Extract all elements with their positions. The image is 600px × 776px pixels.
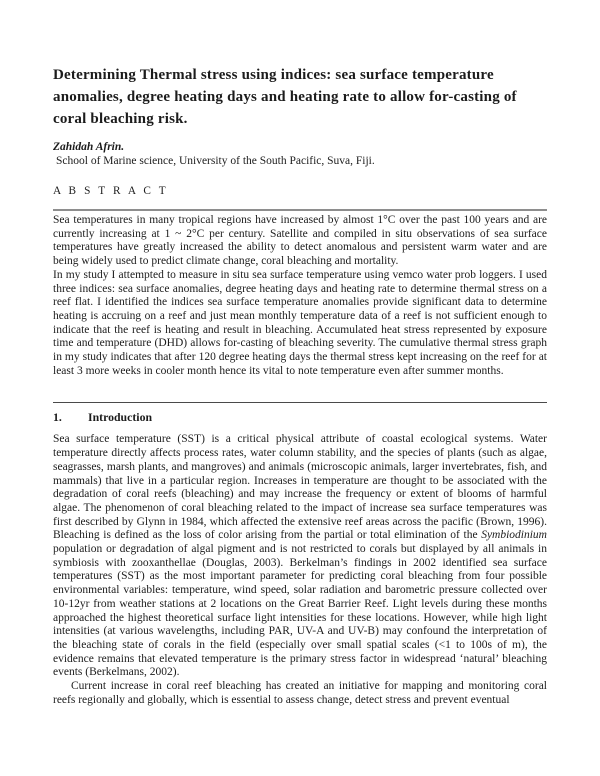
section-number: 1. (53, 410, 62, 425)
intro-p1-text-a: Sea surface temperature (SST) is a critical physical attribute of coastal ecological systems. Water temperature directly affects process rates, water column stability, and the species of plants (such as algae, seagrasses, marsh plants, and mangroves) and animals (microscopic animals, larger invertebrates, fish, and mammals) that live in a particular region. Increases in temperature are thought to be associated with the degradation of coral reefs (bleaching) and may increase the frequency or extent of blooms of harmful algae. The phenomenon of coral bleaching related to the impact of increase sea surface temperatures was first described by Glynn in 1984, which affected the extensive reef areas across the pacific (Brown, 1996). Bleaching is defined as the loss of color arising from the partial or total elimination of the (53, 433, 547, 542)
abstract-paragraph-1: Sea temperatures in many tropical regions have increased by almost 1°C over the past 100 years and are currently increasing at 1 ~ 2°C per century. Satellite and compiled in situ observations of sea surface temperatures have greatly increased the ability to detect anomalous and persistent warm water and are being widely used to predict climate change, coral bleaching and mortality. (53, 214, 547, 268)
abstract-paragraph-2: In my study I attempted to measure in situ sea surface temperature using vemco water prob loggers. I used three indices: sea surface anomalies, degree heating days and heating rate to determine thermal stress on a reef flat. I identified the indices sea surface temperature anomalies provide significant data to determine heating is accruing on a reef and just mean monthly temperature data of a reef is not sufficient enough to indicate that the reef is heating and result in bleaching. Accumulated heat stress represented by exposure time and temperature (DHD) allows for-casting of bleaching severity. The cumulative thermal stress graph in my study indicates that after 120 degree heating days the thermal stress kept increasing on the reef for at least 3 more weeks in cooler month hence its vital to note temperature even after summer months. (53, 268, 547, 377)
introduction-section-heading (53, 410, 547, 424)
section-title: Introduction (88, 410, 153, 425)
introduction-paragraph-2: Current increase in coral reef bleaching has created an initiative for mapping and monitoring coral reefs regionally and globally, which is essential to assess change, detect stress and prevent eventual (53, 680, 547, 706)
intro-p1-text-b: population or degradation of algal pigment and is not restricted to corals but displayed by all animals in symbiosis with zooxanthellae (Douglas, 2003). Berkelman’s findings in 2002 identified sea surface temperatures (SST) as the most important parameter for predicting coral bleaching from four possible environmental variables: temperature, wind speed, solar radiation and barometric pressure collected over 10-12yr from weather stations at 2 locations on the Great Barrier Reef. Light levels during these months approached the highest theoretical surface light intensities for these locations. However, while high light intensities (at various wavelengths, including PAR, UV-A and UV-B) may confound the interpretation of the bleaching state of corals in the field (especially over small spatial scales (<1 to 100s of m), the evidence remains that elevated temperature is the primary stress factor in widespread ‘natural’ bleaching events (Berkelmans, 2002). (53, 543, 547, 679)
author-name: Zahidah Afrin. (53, 141, 125, 153)
paper-title: Determining Thermal stress using indices: sea surface temperature anomalies, degree heating days and heating rate to allow for-casting of coral bleaching risk. (53, 67, 517, 127)
species-name-italic: Symbiodinium (481, 529, 547, 542)
section-divider (53, 402, 547, 403)
author-affiliation: School of Marine science, University of the South Pacific, Suva, Fiji. (56, 154, 375, 167)
abstract-heading: A B S T R A C T (53, 185, 169, 197)
introduction-paragraph-1 (53, 433, 547, 680)
abstract-top-divider (53, 209, 547, 211)
